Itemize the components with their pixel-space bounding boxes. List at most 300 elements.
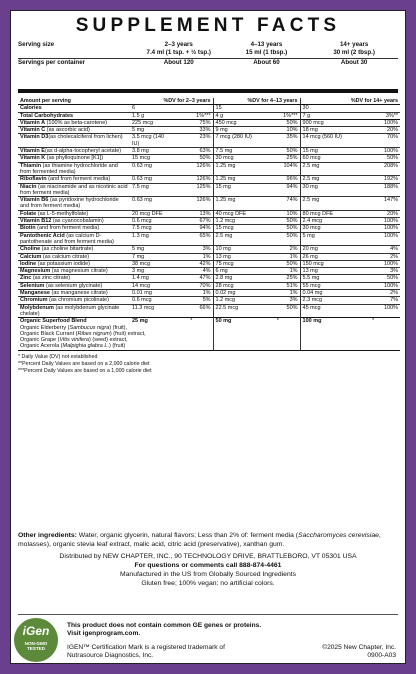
- percent-dv-1: 42%: [170, 260, 213, 267]
- nutrient-name: Thiamin: [20, 162, 42, 169]
- servings-count-1: About 120: [163, 58, 194, 66]
- nutrient-name-cell: [18, 218, 130, 225]
- percent-dv-1: 65%: [170, 232, 213, 246]
- blend-ingredient-post: ) (fruit) extract,: [109, 330, 146, 337]
- nutrient-source: (as pyridoxine hydrochloride and from ferment media): [20, 197, 119, 210]
- nutrient-name: Magnesium: [20, 268, 51, 275]
- nutrient-name: Biotin: [20, 225, 36, 232]
- amount-3: 5 mg: [300, 232, 346, 246]
- nutrient-name-cell: [18, 197, 130, 211]
- percent-dv-2: 35%: [256, 134, 300, 148]
- amount-1: 11.3 mcg: [130, 304, 170, 318]
- nutrient-source: (as phylloquinone [K1]): [45, 155, 104, 162]
- nutrient-source: (100% as beta-carotene): [45, 119, 108, 126]
- amount-2: 22.5 mcg: [213, 304, 256, 318]
- nutrient-source: (as thiamine hydrochloride and from fermented media): [20, 162, 118, 175]
- percent-dv-3: 4%: [346, 246, 400, 253]
- cert-line-1: IGEN™ Certification Mark is a registered trademark of: [67, 644, 225, 651]
- percent-dv-1: 23%: [170, 134, 213, 148]
- amount-2: 1.2 mcg: [213, 297, 256, 304]
- nutrient-source: (as calcium citrate): [41, 253, 90, 260]
- percent-dv-3: 188%: [346, 183, 400, 197]
- percent-dv-3: 192%: [346, 176, 400, 183]
- nutrient-source: (as selenium glycinate): [44, 282, 103, 289]
- amount-3: 900 mcg: [300, 119, 346, 126]
- nutrient-name-cell: [18, 275, 130, 282]
- amount-2: 9 mg: [213, 127, 256, 134]
- percent-dv-2: 25%: [256, 275, 300, 282]
- percent-dv-1: 5%: [170, 297, 213, 304]
- percent-dv-2: 10%: [256, 210, 300, 217]
- percent-dv-3: 208%: [346, 162, 400, 176]
- nutrient-name: Vitamin C: [20, 127, 46, 134]
- amount-1: 0.63 mg: [130, 176, 170, 183]
- nutrient-name: Folate: [20, 210, 37, 217]
- ge-line-2: Visit igenprogram.com.: [67, 630, 141, 638]
- nutrient-name-cell: [18, 155, 130, 162]
- amount-3: 7 g: [300, 112, 346, 119]
- amount-1: 0.63 mg: [130, 162, 170, 176]
- percent-dv-2: 96%: [256, 176, 300, 183]
- nutrient-name: Vitamin K: [20, 155, 46, 162]
- ge-statement: [67, 622, 261, 639]
- certification-mark-note: [67, 644, 225, 661]
- amount-1: 7 mg: [130, 253, 170, 260]
- nutrient-name-cell: [18, 148, 130, 155]
- nutrient-name: Iodine: [20, 260, 37, 267]
- percent-dv-3: 50%: [346, 155, 400, 162]
- nutrient-name-cell: [18, 232, 130, 246]
- percent-dv-1: 126%: [170, 162, 213, 176]
- blend-ingredient-pre: Organic Grape (: [20, 337, 60, 344]
- percent-dv-1: 94%: [170, 225, 213, 232]
- amount-3: 20 mg: [300, 246, 346, 253]
- amount-1: 1.5 g: [130, 112, 170, 119]
- blend-amount-2: 50 mg: [213, 318, 256, 350]
- serving-info: [18, 41, 398, 84]
- nutrient-name: Vitamin A: [20, 119, 46, 126]
- nutrient-name: Calcium: [20, 253, 42, 260]
- nutrient-source: (as calcium D-pantothenate and from ferment media): [20, 232, 114, 245]
- amount-1: 1.4 mg: [130, 275, 170, 282]
- other-ingredients-text-1: Water, organic glycerin, natural flavors; Less than 2% of: ferment media (: [76, 532, 299, 539]
- nutrient-row: [18, 232, 400, 246]
- nutrient-row: [18, 297, 400, 304]
- percent-dv-2: 10%: [256, 127, 300, 134]
- percent-dv-2: 51%: [256, 282, 300, 289]
- percent-dv-1: 33%: [170, 127, 213, 134]
- percent-dv-3: 100%: [346, 304, 400, 318]
- nutrient-source: (as cyanocobalamin): [51, 218, 104, 225]
- ge-line-1: This product does not contain common GE genes or proteins.: [67, 622, 262, 629]
- amount-1: 6: [130, 105, 170, 112]
- nutrient-source: (and from ferment media): [35, 225, 100, 232]
- percent-dv-1: 67%: [170, 218, 213, 225]
- amount-3: 2.5 mg: [300, 176, 346, 183]
- percent-dv-3: 100%: [346, 260, 400, 267]
- percent-dv-1: 126%: [170, 176, 213, 183]
- nutrient-name-cell: [18, 290, 130, 297]
- amount-2: 1.25 mg: [213, 162, 256, 176]
- serving-age-2: 4–13 years: [250, 41, 283, 48]
- table-header-row: [18, 98, 400, 105]
- nutrient-source: (as potassium iodide): [36, 260, 91, 267]
- nutrient-row: [18, 282, 400, 289]
- amount-1: 14 mcg: [130, 282, 170, 289]
- footnote-3: ***Percent Daily Values are based on a 1,000 calorie diet: [18, 367, 152, 374]
- nutrient-name: Manganese: [20, 290, 50, 297]
- amount-1: 0.01 mg: [130, 290, 170, 297]
- footnotes: [18, 352, 398, 376]
- blend-ingredient-latin: Ribes nigrum: [77, 330, 110, 337]
- percent-dv-3: 50%: [346, 275, 400, 282]
- nutrient-row: [18, 119, 400, 126]
- percent-dv-2: 50%: [256, 148, 300, 155]
- distributor-line: Distributed by NEW CHAPTER, INC., 90 TECHNOLOGY DRIVE, BRATTLEBORO, VT 05301 USA: [59, 553, 357, 560]
- blend-ingredient-latin: Sambucus nigra: [69, 324, 110, 331]
- amount-3: 13 mg: [300, 268, 346, 275]
- bottom-divider: [18, 614, 398, 615]
- amount-2: 30 mcg: [213, 155, 256, 162]
- percent-dv-1: 66%: [170, 304, 213, 318]
- ingredients-info: [18, 531, 398, 588]
- other-ingredients: [18, 531, 398, 549]
- amount-1: 5 mg: [130, 246, 170, 253]
- nutrient-name: Vitamin B12: [20, 218, 52, 225]
- nutrient-source: (as magnesium citrate): [50, 268, 108, 275]
- other-ingredients-text-2: , molasses), organic stevia leaf extract, malic acid, citric acid (preservative), xanthan gum.: [18, 532, 381, 548]
- nutrient-name: Total Carbohydrates: [20, 112, 74, 119]
- percent-dv-2: 3%: [256, 297, 300, 304]
- nutrient-row: [18, 304, 400, 318]
- manufactured-line: Manufactured in the US from Globally Sourced Ingredients: [119, 571, 297, 578]
- percent-dv-2: 50%: [256, 119, 300, 126]
- nutrient-name-cell: [18, 105, 130, 112]
- nutrient-row: [18, 162, 400, 176]
- nutrient-name-cell: [18, 134, 130, 148]
- blend-dv-2: *: [256, 318, 300, 350]
- nutrient-name-cell: [18, 304, 130, 318]
- nutrient-name-cell: [18, 260, 130, 267]
- percent-dv-2: 1%: [256, 268, 300, 275]
- amount-3: 15 mg: [300, 148, 346, 155]
- percent-dv-1: 75%: [170, 119, 213, 126]
- percent-dv-2: 104%: [256, 162, 300, 176]
- nutrient-name: Choline: [20, 246, 41, 253]
- nutrient-source: (as manganese citrate): [49, 290, 108, 297]
- nutrient-source: (as chromium picolinate): [47, 297, 109, 304]
- amount-1: 1.3 mg: [130, 232, 170, 246]
- nutrient-name-cell: [18, 253, 130, 260]
- nutrient-row: [18, 225, 400, 232]
- panel-title: SUPPLEMENT FACTS: [75, 15, 341, 36]
- percent-dv-3: 100%: [346, 218, 400, 225]
- percent-dv-1: 63%: [170, 148, 213, 155]
- nutrient-name-cell: [18, 176, 130, 183]
- nutrient-name-cell: [18, 246, 130, 253]
- blend-ingredient: [20, 343, 128, 349]
- amount-1: 38 mcg: [130, 260, 170, 267]
- amount-1: 0.63 mg: [130, 197, 170, 211]
- percent-dv-3: 20%: [346, 210, 400, 217]
- amount-2: 2.8 mg: [213, 275, 256, 282]
- percent-dv-1: 125%: [170, 183, 213, 197]
- nutrient-source: (as zinc citrate): [31, 275, 71, 282]
- nutrient-name-cell: [18, 268, 130, 275]
- amount-2: 2.5 mg: [213, 232, 256, 246]
- amount-3: 30 mcg: [300, 225, 346, 232]
- amount-3: 60 mcg: [300, 155, 346, 162]
- percent-dv-3: 7%: [346, 297, 400, 304]
- amount-1: 15 mcg: [130, 155, 170, 162]
- nutrient-source: (as molybdenum glycinate chelate): [20, 304, 120, 317]
- percent-dv-3: 100%: [346, 225, 400, 232]
- nutrient-row: [18, 134, 400, 148]
- percent-dv-1: [170, 105, 213, 112]
- percent-dv-2: [256, 105, 300, 112]
- amount-2: 15: [213, 105, 256, 112]
- amount-2: 7 mcg (280 IU): [213, 134, 256, 148]
- percent-dv-2: 50%: [256, 218, 300, 225]
- nutrient-source: (as cholecalciferol from lichen): [48, 134, 123, 141]
- percent-dv-3: 2%: [346, 290, 400, 297]
- percent-dv-2: 1%: [256, 253, 300, 260]
- amount-1: 5 mg: [130, 127, 170, 134]
- percent-dv-1: 4%: [170, 268, 213, 275]
- igen-logo-text: iGen: [22, 624, 50, 638]
- amount-3: 14 mcg (560 IU): [300, 134, 346, 148]
- blend-ingredient-post: ) (seed) extract,: [89, 337, 128, 344]
- nutrient-name: Niacin: [20, 183, 37, 190]
- certification-area: [11, 618, 405, 665]
- nutrient-name: Riboflavin: [20, 176, 47, 183]
- copyright: ©2025 New Chapter, Inc.: [322, 644, 396, 651]
- amount-2: 40 mcg DFE: [213, 210, 256, 217]
- copyright-block: [322, 644, 396, 661]
- product-code: 0900-A03: [367, 652, 396, 660]
- nutrient-name: Zinc: [20, 275, 32, 282]
- nutrient-source: (as ascorbic acid): [45, 127, 90, 134]
- percent-dv-1: 3%: [170, 246, 213, 253]
- serving-age-3: 14+ years: [339, 41, 369, 48]
- footnote-1: * Daily Value (DV) not established: [18, 354, 98, 361]
- nutrient-row: [18, 112, 400, 119]
- percent-dv-2: 94%: [256, 183, 300, 197]
- nutrient-row: [18, 246, 400, 253]
- amount-3: 2.5 mg: [300, 197, 346, 211]
- nutrient-row: [18, 148, 400, 155]
- amount-3: 45 mcg: [300, 304, 346, 318]
- nutrient-name-cell: [18, 119, 130, 126]
- serving-size-label: Serving size: [18, 41, 55, 48]
- nutrient-name-cell: [18, 225, 130, 232]
- amount-3: 0.04 mg: [300, 290, 346, 297]
- percent-dv-1: 1%: [170, 253, 213, 260]
- percent-dv-2: 1%: [256, 290, 300, 297]
- nutrient-row: [18, 210, 400, 217]
- nutrient-name: Pantothenic Acid: [20, 232, 65, 239]
- blend-ingredient-post: ) (fruit),: [109, 324, 128, 331]
- percent-dv-3: 100%: [346, 148, 400, 155]
- percent-dv-2: 50%: [256, 304, 300, 318]
- nutrient-source: (and from ferment media): [46, 176, 111, 183]
- nutrient-name-cell: [18, 282, 130, 289]
- nutrient-source: (as choline bitartrate): [40, 246, 94, 253]
- nutrient-row: [18, 183, 400, 197]
- percent-dv-2: 2%: [256, 246, 300, 253]
- amount-2: 6 mg: [213, 268, 256, 275]
- nutrient-name: Vitamin B6: [20, 197, 49, 204]
- amount-2: 1.2 mcg: [213, 218, 256, 225]
- other-ingredients-label: Other ingredients:: [18, 532, 77, 539]
- amount-1: 3.5 mcg (140 IU): [130, 134, 170, 148]
- amount-2: 28 mcg: [213, 282, 256, 289]
- questions-line: For questions or comments call 888-874-4461: [134, 562, 282, 569]
- facts-table: [18, 98, 400, 352]
- blend-amount-1: 25 mg: [130, 318, 170, 350]
- other-ingredients-latin: Saccharomyces cerevisiae: [298, 532, 379, 539]
- percent-dv-3: 70%: [346, 134, 400, 148]
- nutrient-row: [18, 197, 400, 211]
- percent-dv-1: 1%: [170, 290, 213, 297]
- servings-count-2: About 60: [253, 58, 280, 66]
- amount-2: 450 mcg: [213, 119, 256, 126]
- nutrient-name: Calories: [20, 105, 42, 112]
- nutrient-row: [18, 290, 400, 297]
- serving-size-2: 15 ml (1 tbsp.): [245, 49, 288, 57]
- amount-2: 4 g: [213, 112, 256, 119]
- percent-dv-3: 100%: [346, 282, 400, 289]
- blend-amount-3: 100 mg: [300, 318, 346, 350]
- amount-3: 150 mcg: [300, 260, 346, 267]
- nutrient-name-cell: [18, 162, 130, 176]
- nutrient-row: [18, 218, 400, 225]
- serving-age-1: 2–3 years: [164, 41, 193, 48]
- amount-3: 2.5 mg: [300, 162, 346, 176]
- percent-dv-3: 3%**: [346, 112, 400, 119]
- percent-dv-1: 47%: [170, 275, 213, 282]
- amount-3: 2.4 mcg: [300, 218, 346, 225]
- percent-dv-1: 70%: [170, 282, 213, 289]
- percent-dv-3: 20%: [346, 127, 400, 134]
- amount-3: 30 mg: [300, 183, 346, 197]
- nutrient-name: Vitamin E: [20, 148, 45, 155]
- nutrient-name: Chromium: [20, 297, 48, 304]
- amount-1: 3 mg: [130, 268, 170, 275]
- blend-ingredient-latin: Vitis vinifera: [59, 337, 89, 344]
- amount-1: 3.8 mg: [130, 148, 170, 155]
- servings-per-container-label: Servings per container: [18, 58, 86, 66]
- amount-3: 55 mcg: [300, 282, 346, 289]
- amount-1: 225 mcg: [130, 119, 170, 126]
- blend-ingredient-pre: Organic Elderberry (: [20, 324, 70, 331]
- percent-dv-1: 126%: [170, 197, 213, 211]
- amount-3: 18 mg: [300, 127, 346, 134]
- nutrient-row: [18, 176, 400, 183]
- blend-row: [18, 318, 400, 350]
- nutrient-row: [18, 155, 400, 162]
- blend-ingredient-post: ) (fruit): [108, 343, 126, 350]
- amount-1: 20 mcg DFE: [130, 210, 170, 217]
- nutrient-source: (as niacinamide and as nicotinic acid from ferment media): [20, 183, 128, 196]
- nutrient-row: [18, 275, 400, 282]
- amount-1: 0.6 mcg: [130, 218, 170, 225]
- nutrient-row: [18, 260, 400, 267]
- nutrient-row: [18, 268, 400, 275]
- percent-dv-2: 50%: [256, 232, 300, 246]
- amount-2: 0.02 mg: [213, 290, 256, 297]
- nutrient-name-cell: [18, 183, 130, 197]
- amount-2: 15 mg: [213, 183, 256, 197]
- amount-2: 15 mcg: [213, 225, 256, 232]
- servings-count-3: About 30: [340, 58, 368, 66]
- percent-dv-2: 1%***: [256, 112, 300, 119]
- amount-1: 7.5 mcg: [130, 225, 170, 232]
- dv-header-3: %DV for 14+ years: [300, 98, 400, 105]
- igen-badge: [14, 618, 58, 662]
- percent-dv-3: 147%: [346, 197, 400, 211]
- amount-1: 0.6 mcg: [130, 297, 170, 304]
- percent-dv-3: 100%: [346, 119, 400, 126]
- thick-divider: [18, 89, 398, 93]
- nutrient-name-cell: [18, 112, 130, 119]
- percent-dv-2: 50%: [256, 260, 300, 267]
- amount-header: Amount per serving: [18, 98, 130, 105]
- nutrient-name-cell: [18, 297, 130, 304]
- blend-ingredient-pre: Organic Black Currant (: [20, 330, 78, 337]
- amount-2: 75 mcg: [213, 260, 256, 267]
- amount-2: 13 mg: [213, 253, 256, 260]
- blend-dv-1: *: [170, 318, 213, 350]
- percent-dv-2: 74%: [256, 197, 300, 211]
- facts-table-wrap: [18, 98, 398, 377]
- badge-line-1: NON-GMO: [24, 641, 48, 646]
- blend-name: Organic Superfood Blend: [20, 318, 87, 325]
- nutrient-row: [18, 253, 400, 260]
- serving-size-1: 7.4 ml (1 tsp. + ½ tsp.): [146, 49, 211, 57]
- footnote-2: **Percent Daily Values are based on a 2,000 calorie diet: [18, 360, 150, 367]
- nutrient-row: [18, 105, 400, 112]
- supplement-facts-panel: [10, 10, 406, 664]
- nutrient-source: (as d-alpha-tocopheryl acetate): [44, 148, 122, 155]
- nutrient-name-cell: [18, 210, 130, 217]
- nutrient-source: (as L-5-methylfolate): [36, 210, 89, 217]
- amount-2: 7.5 mg: [213, 148, 256, 155]
- percent-dv-3: 3%: [346, 268, 400, 275]
- amount-2: 10 mg: [213, 246, 256, 253]
- percent-dv-1: 50%: [170, 155, 213, 162]
- badge-line-2: TESTED: [26, 646, 46, 651]
- amount-3: 26 mg: [300, 253, 346, 260]
- percent-dv-3: [346, 105, 400, 112]
- nutrient-name: Vitamin D3: [20, 134, 49, 141]
- percent-dv-3: 100%: [346, 232, 400, 246]
- cert-line-2: Nutrasource Diagnostics, Inc.: [67, 652, 154, 660]
- amount-2: 1.25 mg: [213, 176, 256, 183]
- percent-dv-2: 25%: [256, 155, 300, 162]
- percent-dv-3: 2%: [346, 253, 400, 260]
- amount-3: 5.5 mg: [300, 275, 346, 282]
- serving-size-3: 30 ml (2 tbsp.): [333, 49, 375, 57]
- gluten-line: Gluten free; 100% vegan; no artificial colors.: [141, 580, 275, 587]
- dv-header-1: %DV for 2–3 years: [130, 98, 213, 105]
- blend-ingredient-latin: Malpighia glabra L.: [62, 343, 109, 350]
- amount-3: 80 mcg DFE: [300, 210, 346, 217]
- percent-dv-2: 50%: [256, 225, 300, 232]
- nutrient-name-cell: [18, 127, 130, 134]
- blend-dv-3: *: [346, 318, 400, 350]
- amount-3: 30: [300, 105, 346, 112]
